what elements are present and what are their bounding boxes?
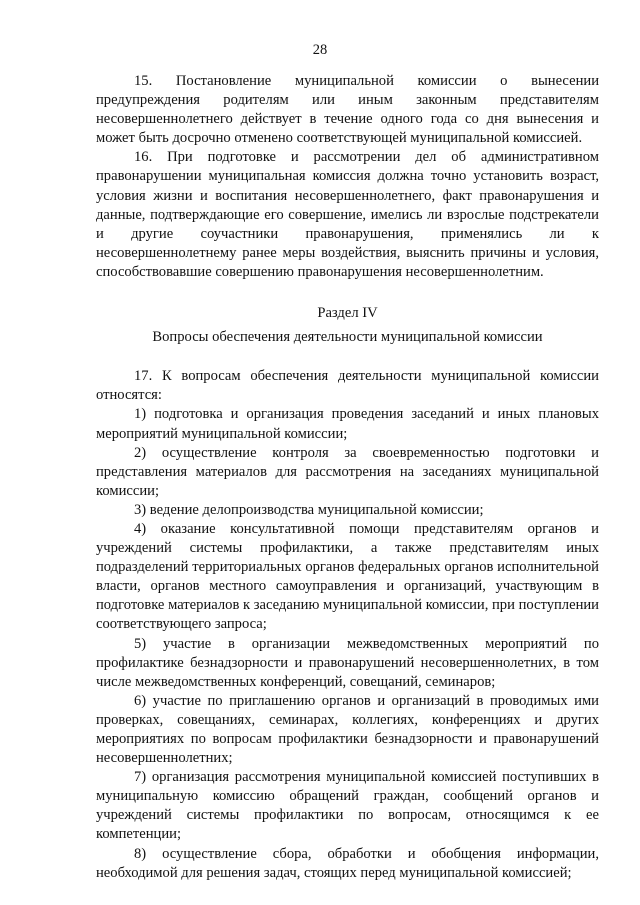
paragraph-15: 15. Постановление муниципальной комиссии о вынесении предупреждения родителям или иным законным представителям несовершеннолетнего действует в течение одного года со дня вынесения и может быть досрочно отменено соответствующей муниципальной комиссией. <box>96 73 599 147</box>
list-item-4: 4) оказание консультативной помощи представителям органов и учреждений системы профилактики, а также представителям иных подразделений территориальных органов федеральных органов исполнительной власти, органов местного самоуправления и организаций, участвующим в подготовке материалов к заседанию муниципальной комиссии, при поступлении соответствующего запроса; <box>96 520 599 633</box>
list-item-8: 8) осуществление сбора, обработки и обобщения информации, необходимой для решения задач, стоящих перед муниципальной комиссией; <box>96 845 599 881</box>
paragraph-16: 16. При подготовке и рассмотрении дел об административном правонарушении муниципальная комиссия должна точно установить возраст, условия жизни и воспитания несовершеннолетнего, факт правонарушения и данные, подтверждающие его совершение, имелись ли взрослые подстрекатели и другие соучастники правонарушения, применялись ли к несовершеннолетнему ранее меры воздействия, выяснить причины и условия, способствовавшие совершению правонарушения несовершеннолетним. <box>96 149 599 280</box>
section-title: Вопросы обеспечения деятельности муниципальной комиссии <box>152 329 543 346</box>
list-item-1: 1) подготовка и организация проведения заседаний и иных плановых мероприятий муниципальной комиссии; <box>96 406 599 442</box>
document-body <box>96 72 599 883</box>
list-item-3: 3) ведение делопроизводства муниципальной комиссии; <box>134 501 484 518</box>
section-number: Раздел IV <box>317 305 378 322</box>
list-item-7: 7) организация рассмотрения муниципальной комиссией поступивших в муниципальную комиссию обращений граждан, сообщений органов и учреждений системы профилактики по вопросам, относящимся к ее компетенции; <box>96 769 599 843</box>
list-item-6: 6) участие по приглашению органов и организаций в проводимых ими проверках, совещаниях, семинарах, коллегиях, конференциях и других мероприятиях по вопросам профилактики безнадзорности и правонарушений несовершеннолетних; <box>96 692 599 767</box>
list-item-5: 5) участие в организации межведомственных мероприятий по профилактике безнадзорности и правонарушений несовершеннолетних, в том числе межведомственных конференций, совещаний, семинаров; <box>96 635 599 690</box>
list-item-2: 2) осуществление контроля за своевременностью подготовки и представления материалов для рассмотрения на заседаниях муниципальной комиссии; <box>96 444 599 499</box>
page-number: 28 <box>312 42 328 58</box>
section-header <box>96 304 599 347</box>
paragraph-17: 17. К вопросам обеспечения деятельности муниципальной комиссии относятся: <box>96 368 599 404</box>
